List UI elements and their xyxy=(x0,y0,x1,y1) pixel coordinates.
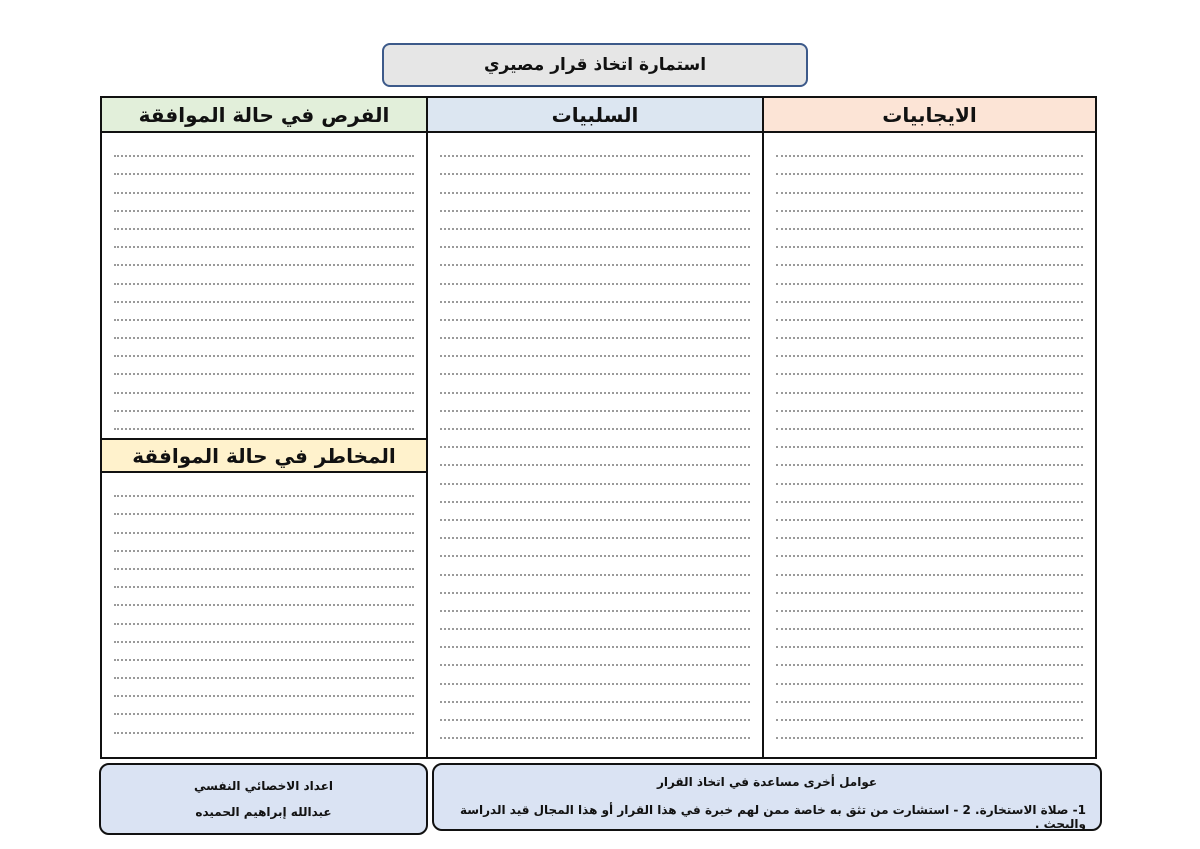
writing-line xyxy=(440,466,750,484)
writing-line xyxy=(440,430,750,448)
writing-line xyxy=(440,685,750,703)
writing-line xyxy=(440,703,750,721)
writing-line xyxy=(114,339,414,357)
writing-line xyxy=(776,375,1083,393)
writing-line xyxy=(114,194,414,212)
writing-line xyxy=(440,576,750,594)
writing-line xyxy=(776,648,1083,666)
negatives-writing-area[interactable] xyxy=(428,133,762,753)
writing-line xyxy=(114,588,414,606)
writing-line xyxy=(114,606,414,624)
writing-line xyxy=(776,539,1083,557)
writing-line xyxy=(114,715,414,733)
writing-line xyxy=(114,357,414,375)
writing-line xyxy=(114,230,414,248)
writing-line xyxy=(114,394,414,412)
helping-factors-box xyxy=(432,763,1102,831)
writing-line xyxy=(440,375,750,393)
writing-line xyxy=(114,552,414,570)
writing-line xyxy=(776,357,1083,375)
writing-line xyxy=(776,685,1083,703)
helping-factors-text: 1- صلاة الاستخارة. 2 - استشارت من تثق به خاصة ممن لهم خبرة في هذا القرار أو هذا المجال قيد الدراسة والبحث . xyxy=(459,803,1086,831)
writing-line xyxy=(440,648,750,666)
writing-line xyxy=(776,303,1083,321)
writing-line xyxy=(440,303,750,321)
writing-line xyxy=(776,630,1083,648)
writing-line xyxy=(114,321,414,339)
writing-line xyxy=(776,139,1083,157)
positives-column xyxy=(764,98,1095,757)
writing-line xyxy=(114,212,414,230)
writing-line xyxy=(440,521,750,539)
writing-line xyxy=(440,285,750,303)
writing-line xyxy=(114,625,414,643)
writing-line xyxy=(776,666,1083,684)
writing-line xyxy=(114,285,414,303)
writing-line xyxy=(440,503,750,521)
writing-line xyxy=(776,175,1083,193)
writing-line xyxy=(114,643,414,661)
writing-line xyxy=(776,576,1083,594)
writing-line xyxy=(440,339,750,357)
writing-line xyxy=(440,721,750,739)
writing-line xyxy=(776,321,1083,339)
form-title: استمارة اتخاذ قرار مصيري xyxy=(382,43,808,87)
opportunities-writing-area[interactable] xyxy=(102,133,426,438)
writing-line xyxy=(776,194,1083,212)
writing-line xyxy=(776,721,1083,739)
writing-line xyxy=(776,521,1083,539)
decision-grid xyxy=(100,96,1097,759)
writing-line xyxy=(440,594,750,612)
writing-line xyxy=(440,357,750,375)
writing-line xyxy=(440,248,750,266)
writing-line xyxy=(114,515,414,533)
writing-line xyxy=(776,703,1083,721)
positives-writing-area[interactable] xyxy=(764,133,1095,753)
writing-line xyxy=(440,412,750,430)
writing-line xyxy=(776,394,1083,412)
writing-line xyxy=(440,485,750,503)
writing-line xyxy=(114,157,414,175)
writing-line xyxy=(440,666,750,684)
author-name: عبدالله إبراهيم الحميده xyxy=(195,805,332,819)
writing-line xyxy=(440,212,750,230)
writing-line xyxy=(776,557,1083,575)
writing-line xyxy=(776,266,1083,284)
writing-line xyxy=(776,448,1083,466)
writing-line xyxy=(776,339,1083,357)
writing-line xyxy=(114,570,414,588)
writing-line xyxy=(114,661,414,679)
writing-line xyxy=(776,230,1083,248)
writing-line xyxy=(776,594,1083,612)
writing-line xyxy=(440,448,750,466)
writing-line xyxy=(114,139,414,157)
prepared-by-label: اعداد الاخصائي النفسي xyxy=(193,779,334,793)
writing-line xyxy=(114,412,414,430)
writing-line xyxy=(114,497,414,515)
writing-line xyxy=(776,612,1083,630)
negatives-column xyxy=(428,98,764,757)
writing-line xyxy=(114,266,414,284)
writing-line xyxy=(440,321,750,339)
writing-line xyxy=(114,303,414,321)
writing-line xyxy=(776,157,1083,175)
writing-line xyxy=(440,394,750,412)
positives-header: الايجابيات xyxy=(764,98,1095,133)
opportunities-risks-column xyxy=(102,98,428,757)
writing-line xyxy=(776,503,1083,521)
writing-line xyxy=(776,285,1083,303)
writing-line xyxy=(440,557,750,575)
writing-line xyxy=(114,479,414,497)
writing-line xyxy=(440,539,750,557)
risks-header: المخاطر في حالة الموافقة xyxy=(102,438,426,473)
risks-writing-area[interactable] xyxy=(102,473,426,753)
writing-line xyxy=(114,697,414,715)
writing-line xyxy=(114,375,414,393)
writing-line xyxy=(776,248,1083,266)
writing-line xyxy=(776,466,1083,484)
writing-line xyxy=(440,157,750,175)
opportunities-header: الفرص في حالة الموافقة xyxy=(102,98,426,133)
writing-line xyxy=(114,534,414,552)
writing-line xyxy=(776,212,1083,230)
writing-line xyxy=(114,175,414,193)
writing-line xyxy=(440,175,750,193)
writing-line xyxy=(440,230,750,248)
writing-line xyxy=(440,194,750,212)
writing-line xyxy=(440,266,750,284)
writing-line xyxy=(440,630,750,648)
writing-line xyxy=(114,248,414,266)
writing-line xyxy=(776,412,1083,430)
writing-line xyxy=(440,139,750,157)
writing-line xyxy=(440,612,750,630)
writing-line xyxy=(776,485,1083,503)
helping-factors-title: عوامل أخرى مساعدة في اتخاذ القرار xyxy=(656,775,878,789)
writing-line xyxy=(114,679,414,697)
author-box xyxy=(99,763,428,835)
negatives-header: السلبيات xyxy=(428,98,762,133)
writing-line xyxy=(776,430,1083,448)
